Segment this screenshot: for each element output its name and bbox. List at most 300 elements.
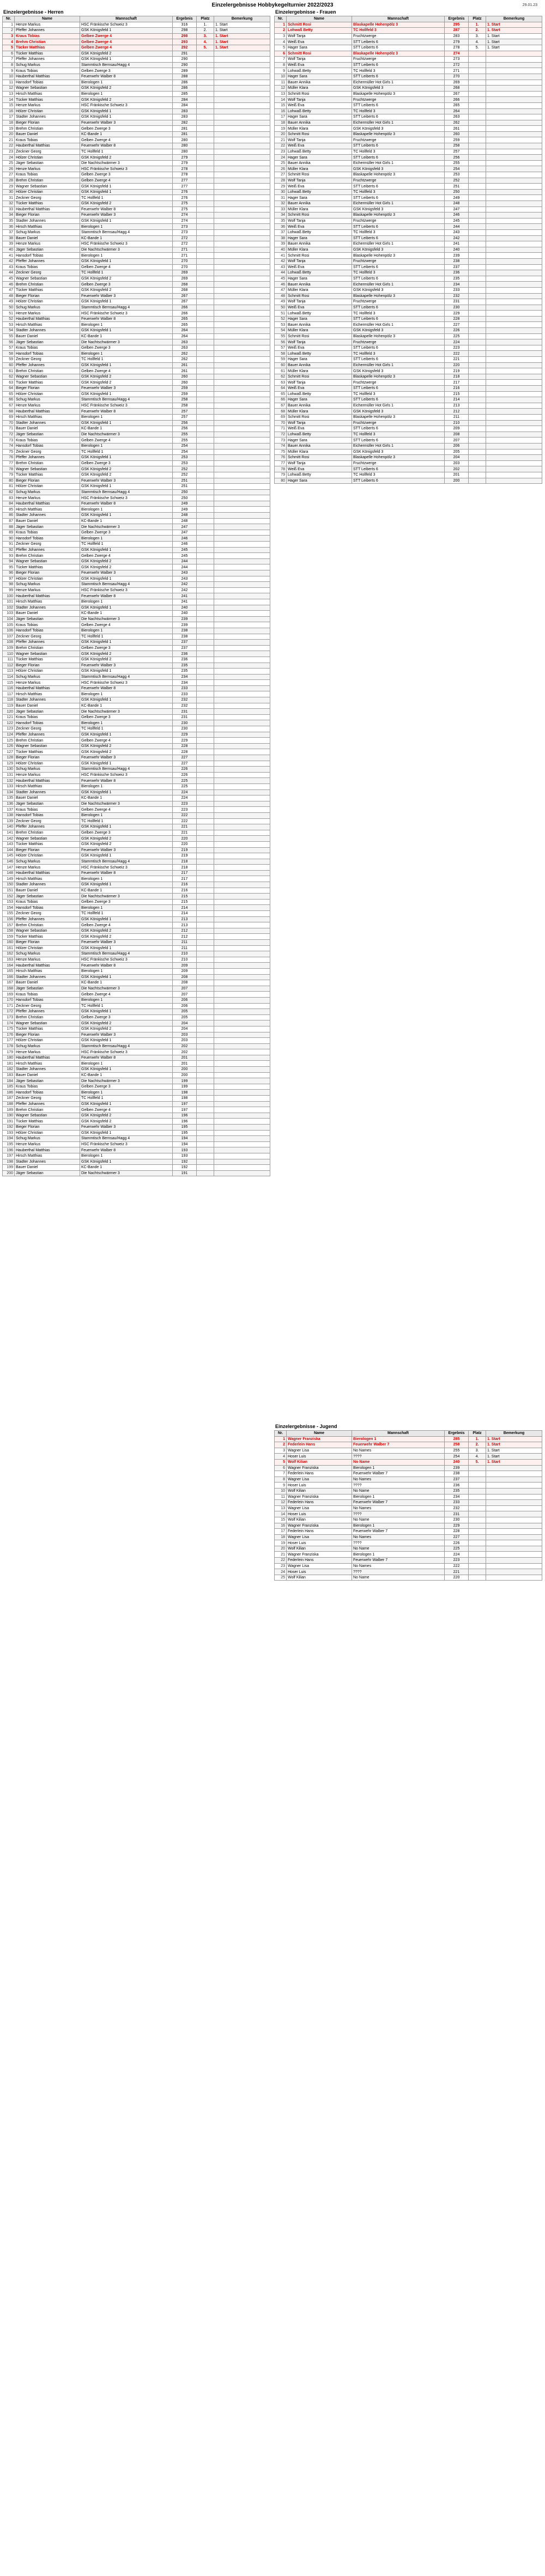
table-row <box>3 155 270 161</box>
cell-name: Hansdorf Tobias <box>15 720 80 726</box>
cell-name: Pfeffer Johannes <box>15 28 80 34</box>
cell-note <box>214 720 270 726</box>
table-row <box>3 1090 270 1096</box>
cell-score: 217 <box>173 870 197 876</box>
cell-rank <box>469 235 486 241</box>
cell-name: Weiß Eva <box>287 62 352 68</box>
cell-nr: 7 <box>3 57 15 63</box>
cell-score: 241 <box>173 599 197 605</box>
cell-rank <box>469 432 486 438</box>
cell-nr: 20 <box>275 1546 287 1552</box>
cell-score: 262 <box>173 351 197 357</box>
table-row <box>3 57 270 63</box>
cell-score: 191 <box>173 1170 197 1176</box>
cell-name: Wagner Lisa <box>287 1448 352 1454</box>
cell-rank <box>197 1096 214 1102</box>
cell-team: GSK Königsfeld 3 <box>352 409 445 415</box>
cell-rank: 4. <box>197 39 214 45</box>
cell-score: 204 <box>173 1026 197 1032</box>
cell-rank <box>197 229 214 235</box>
col-header-rank: Platz <box>469 16 486 22</box>
cell-team: HSC Fränkische Schweiz 3 <box>80 166 173 172</box>
cell-note <box>214 316 270 322</box>
cell-name: Wolf Tanja <box>287 137 352 143</box>
cell-rank <box>197 899 214 905</box>
cell-score: 266 <box>445 97 469 103</box>
cell-name: Zeckner Georg <box>15 449 80 455</box>
table-row <box>3 218 270 224</box>
cell-team: STT Leiberts 6 <box>352 305 445 311</box>
cell-team: TC Hollfeld 1 <box>80 1096 173 1102</box>
cell-nr: 118 <box>3 697 15 703</box>
cell-rank <box>469 1575 486 1581</box>
cell-rank <box>197 968 214 974</box>
cell-team: Bierologen 1 <box>352 1436 445 1442</box>
table-row <box>3 1153 270 1159</box>
cell-nr: 3 <box>3 33 15 39</box>
cell-name: Hoser Luis <box>287 1454 352 1460</box>
cell-score: 219 <box>445 368 469 374</box>
cell-name: Zeckner Georg <box>15 195 80 201</box>
table-row <box>275 414 542 420</box>
cell-team: Gelben Zwerge 3 <box>80 899 173 905</box>
cell-nr: 8 <box>275 62 287 68</box>
cell-team: Bierologen 1 <box>80 536 173 542</box>
cell-name: Stadter Johannes <box>15 882 80 888</box>
cell-team: STT Leiberts 6 <box>352 276 445 282</box>
cell-rank <box>469 264 486 270</box>
cell-nr: 60 <box>3 362 15 368</box>
cell-rank <box>197 403 214 409</box>
cell-nr: 200 <box>3 1170 15 1176</box>
cell-team: GSK Königsfeld 3 <box>352 126 445 132</box>
table-row <box>3 616 270 622</box>
cell-score: 201 <box>173 1061 197 1067</box>
cell-team: GSK Königsfeld 2 <box>80 86 173 92</box>
cell-nr: 24 <box>3 155 15 161</box>
cell-rank <box>469 305 486 311</box>
cell-note <box>214 894 270 900</box>
table-row <box>275 386 542 392</box>
cell-note <box>214 818 270 824</box>
cell-note <box>214 206 270 212</box>
table-row <box>3 691 270 697</box>
table-row <box>3 587 270 593</box>
cell-team: HSC Fränkische Schweiz 3 <box>80 241 173 247</box>
cell-note <box>486 224 542 230</box>
cell-note <box>214 391 270 397</box>
cell-team: Bierologen 1 <box>80 224 173 230</box>
cell-note <box>214 1119 270 1125</box>
cell-score: 276 <box>173 189 197 195</box>
cell-team: Feuerwehr Walber 7 <box>352 1500 445 1506</box>
cell-note <box>214 264 270 270</box>
cell-score: 226 <box>445 328 469 334</box>
table-row <box>3 911 270 917</box>
table-row <box>3 645 270 651</box>
cell-note <box>214 299 270 305</box>
cell-rank <box>469 91 486 97</box>
cell-nr: 58 <box>3 351 15 357</box>
cell-rank <box>197 513 214 519</box>
cell-team: Bierologen 1 <box>80 691 173 697</box>
cell-name: Hirsch Matthias <box>15 1061 80 1067</box>
table-header-row <box>275 16 542 22</box>
cell-rank <box>469 333 486 339</box>
cell-team: Stammtisch Bernsau/Hagg 4 <box>80 951 173 957</box>
cell-note <box>214 311 270 317</box>
cell-team: STT Leiberts 6 <box>352 466 445 472</box>
cell-team: Feuerwehr Walber 8 <box>80 409 173 415</box>
cell-rank <box>197 743 214 749</box>
cell-score: 253 <box>445 172 469 178</box>
cell-score: 212 <box>173 928 197 934</box>
cell-team: GSK Königsfeld 1 <box>80 420 173 426</box>
cell-team: STT Leiberts 6 <box>352 478 445 484</box>
cell-team: HSC Fränkische Schweiz 3 <box>80 1049 173 1055</box>
cell-note <box>214 131 270 137</box>
table-row <box>3 899 270 905</box>
cell-note <box>214 1026 270 1032</box>
cell-note <box>214 62 270 68</box>
cell-team: GSK Königsfeld 2 <box>80 1113 173 1119</box>
cell-score: 257 <box>173 409 197 415</box>
cell-note <box>214 795 270 801</box>
cell-nr: 17 <box>3 114 15 120</box>
cell-rank <box>197 542 214 548</box>
cell-note <box>486 108 542 114</box>
cell-score: 281 <box>173 131 197 137</box>
cell-nr: 27 <box>275 172 287 178</box>
cell-rank <box>469 316 486 322</box>
cell-score: 211 <box>173 940 197 946</box>
cell-rank <box>469 357 486 363</box>
cell-nr: 177 <box>3 1038 15 1044</box>
cell-team: GSK Königsfeld 3 <box>352 206 445 212</box>
cell-note <box>486 339 542 345</box>
cell-note <box>486 305 542 311</box>
cell-rank <box>197 339 214 345</box>
cell-note <box>214 484 270 490</box>
cell-nr: 7 <box>275 1471 287 1477</box>
table-row <box>3 305 270 311</box>
cell-nr: 19 <box>275 1540 287 1546</box>
cell-note <box>214 536 270 542</box>
cell-rank <box>469 137 486 143</box>
cell-rank: 2. <box>469 1442 486 1448</box>
cell-rank <box>197 634 214 640</box>
cell-rank <box>469 345 486 351</box>
cell-score: 265 <box>173 316 197 322</box>
cell-rank <box>469 1488 486 1494</box>
cell-name: Hauberthal Matthias <box>15 74 80 80</box>
cell-nr: 11 <box>3 80 15 86</box>
cell-rank <box>197 772 214 778</box>
cell-nr: 6 <box>3 51 15 57</box>
cell-rank <box>469 397 486 403</box>
cell-rank <box>197 1141 214 1147</box>
table-row <box>275 466 542 472</box>
cell-note <box>214 767 270 773</box>
cell-note <box>214 801 270 807</box>
cell-name: Wagner Sebastian <box>15 184 80 190</box>
cell-rank <box>469 443 486 449</box>
cell-rank <box>197 865 214 871</box>
cell-name: Hölzer Christian <box>15 299 80 305</box>
cell-name: Weiß Eva <box>287 466 352 472</box>
cell-note <box>214 362 270 368</box>
table-row <box>3 28 270 34</box>
cell-rank <box>197 1038 214 1044</box>
cell-nr: 131 <box>3 772 15 778</box>
cell-score: 273 <box>445 57 469 63</box>
cell-team: Stammtisch Bernsau/Hagg 4 <box>80 1136 173 1142</box>
cell-team: Feuerwehr Walber 8 <box>80 593 173 599</box>
cell-team: GSK Königsfeld 2 <box>80 558 173 564</box>
cell-name: Hager Sara <box>287 235 352 241</box>
cell-name: Tücker Matthias <box>15 97 80 103</box>
cell-nr: 57 <box>275 345 287 351</box>
cell-note <box>214 749 270 755</box>
cell-note <box>486 391 542 397</box>
cell-rank <box>469 409 486 415</box>
cell-rank <box>197 189 214 195</box>
cell-note <box>214 380 270 386</box>
cell-rank <box>469 270 486 276</box>
cell-nr: 57 <box>3 345 15 351</box>
table-row <box>275 264 542 270</box>
table-row <box>3 316 270 322</box>
cell-name: Henze Markus <box>15 1141 80 1147</box>
cell-nr: 34 <box>3 212 15 218</box>
table-row <box>3 1032 270 1038</box>
cell-team: TC Hollfeld 1 <box>80 195 173 201</box>
cell-name: Henze Markus <box>15 865 80 871</box>
cell-rank <box>197 726 214 732</box>
cell-name: Hager Sara <box>287 316 352 322</box>
cell-nr: 65 <box>3 391 15 397</box>
cell-score: 273 <box>173 224 197 230</box>
cell-nr: 25 <box>275 1575 287 1581</box>
cell-note: 1. Start <box>486 33 542 39</box>
cell-rank <box>197 478 214 484</box>
cell-rank <box>197 102 214 108</box>
cell-score: 236 <box>445 1483 469 1489</box>
cell-rank <box>197 1159 214 1165</box>
cell-nr: 21 <box>275 1552 287 1558</box>
table-row <box>3 1038 270 1044</box>
cell-nr: 127 <box>3 749 15 755</box>
cell-note <box>214 80 270 86</box>
cell-nr: 13 <box>275 1505 287 1511</box>
cell-name: Schug Markus <box>15 951 80 957</box>
cell-nr: 61 <box>3 368 15 374</box>
cell-rank <box>197 795 214 801</box>
cell-note <box>486 1471 542 1477</box>
cell-rank <box>197 697 214 703</box>
cell-note <box>214 1165 270 1171</box>
cell-score: 214 <box>173 911 197 917</box>
cell-note <box>486 1558 542 1564</box>
table-row <box>3 120 270 126</box>
cell-team: TC Hollfeld 1 <box>80 1003 173 1009</box>
table-row <box>275 438 542 443</box>
cell-name: Bauer Daniel <box>15 888 80 894</box>
cell-note <box>214 709 270 715</box>
cell-nr: 179 <box>3 1049 15 1055</box>
cell-nr: 135 <box>3 795 15 801</box>
table-row <box>3 455 270 461</box>
cell-team: Gelben Zwerge 3 <box>80 1014 173 1020</box>
cell-score: 193 <box>173 1153 197 1159</box>
cell-rank <box>197 270 214 276</box>
cell-name: Müller Klara <box>287 166 352 172</box>
cell-team: Stammtisch Bernsau/Hagg 4 <box>80 62 173 68</box>
cell-rank <box>197 524 214 530</box>
cell-nr: 87 <box>3 518 15 524</box>
table-row <box>3 657 270 663</box>
cell-note <box>214 287 270 293</box>
cell-score: 197 <box>173 1101 197 1107</box>
cell-rank <box>197 409 214 415</box>
cell-name: Schug Markus <box>15 305 80 311</box>
cell-score: 289 <box>173 68 197 74</box>
cell-note <box>214 876 270 882</box>
cell-score: 221 <box>445 1569 469 1575</box>
cell-rank <box>469 311 486 317</box>
cell-score: 204 <box>173 1020 197 1026</box>
cell-score: 283 <box>445 33 469 39</box>
cell-rank <box>197 570 214 576</box>
cell-note <box>486 201 542 207</box>
table-row <box>3 940 270 946</box>
cell-note <box>486 1477 542 1483</box>
table-row <box>275 1465 542 1471</box>
cell-rank <box>197 438 214 443</box>
cell-score: 266 <box>173 305 197 311</box>
cell-nr: 1 <box>3 22 15 28</box>
cell-nr: 75 <box>3 449 15 455</box>
cell-note <box>214 460 270 466</box>
cell-note <box>214 518 270 524</box>
cell-team: HSC Fränkische Schweiz 3 <box>80 403 173 409</box>
table-row <box>3 68 270 74</box>
cell-nr: 46 <box>3 282 15 288</box>
cell-score: 243 <box>173 570 197 576</box>
cell-name: Schug Markus <box>15 674 80 680</box>
table-row <box>275 22 542 28</box>
cell-team: GSK Königsfeld 2 <box>80 276 173 282</box>
table-row <box>3 33 270 39</box>
cell-team: GSK Königsfeld 1 <box>80 484 173 490</box>
cell-nr: 153 <box>3 899 15 905</box>
cell-score: 271 <box>173 253 197 259</box>
cell-score: 217 <box>445 380 469 386</box>
cell-rank: 3. <box>469 1448 486 1454</box>
cell-score: 270 <box>173 264 197 270</box>
cell-note <box>214 651 270 657</box>
table-row <box>3 755 270 761</box>
cell-note <box>486 172 542 178</box>
cell-nr: 141 <box>3 830 15 836</box>
table-row <box>275 333 542 339</box>
cell-name: Wolf Tanja <box>287 460 352 466</box>
table-row <box>3 530 270 536</box>
cell-team: Bierologen 1 <box>80 443 173 449</box>
cell-score: 215 <box>445 391 469 397</box>
table-row <box>275 1454 542 1460</box>
cell-note <box>486 195 542 201</box>
cell-score: 225 <box>173 783 197 789</box>
cell-name: Kraus Tobias <box>15 438 80 443</box>
cell-note <box>214 1043 270 1049</box>
table-row <box>275 45 542 51</box>
cell-nr: 12 <box>3 86 15 92</box>
cell-score: 199 <box>173 1084 197 1090</box>
cell-score: 236 <box>173 651 197 657</box>
table-row <box>275 131 542 137</box>
cell-team: Feuerwehr Walber 8 <box>80 1147 173 1153</box>
cell-score: 194 <box>173 1136 197 1142</box>
cell-note <box>486 212 542 218</box>
cell-score: 270 <box>445 74 469 80</box>
cell-team: No Names <box>352 1448 445 1454</box>
cell-nr: 102 <box>3 605 15 611</box>
cell-rank <box>197 166 214 172</box>
cell-name: Bieger Florian <box>15 847 80 853</box>
cell-nr: 125 <box>3 738 15 744</box>
cell-note <box>214 542 270 548</box>
cell-note <box>214 328 270 334</box>
cell-score: 224 <box>173 789 197 795</box>
cell-note <box>486 166 542 172</box>
cell-nr: 72 <box>275 432 287 438</box>
cell-nr: 198 <box>3 1159 15 1165</box>
cell-note <box>486 264 542 270</box>
cell-nr: 7 <box>275 57 287 63</box>
cell-nr: 120 <box>3 709 15 715</box>
cell-score: 267 <box>173 299 197 305</box>
table-row <box>3 888 270 894</box>
cell-note <box>214 789 270 795</box>
cell-note <box>214 478 270 484</box>
cell-note <box>214 1107 270 1113</box>
table-row <box>275 184 542 190</box>
cell-score: 195 <box>173 1130 197 1136</box>
table-row <box>3 184 270 190</box>
cell-note <box>486 247 542 253</box>
cell-nr: 4 <box>275 39 287 45</box>
table-row <box>275 409 542 415</box>
cell-note <box>214 68 270 74</box>
cell-name: Kraus Tobias <box>15 807 80 813</box>
cell-rank <box>197 120 214 126</box>
cell-rank <box>469 1465 486 1471</box>
cell-name: Hölzer Christian <box>15 108 80 114</box>
table-row <box>275 1477 542 1483</box>
cell-note <box>486 1494 542 1500</box>
cell-team: GSK Königsfeld 2 <box>80 928 173 934</box>
cell-note <box>486 455 542 461</box>
cell-team: STT Leiberts 6 <box>352 143 445 149</box>
cell-note <box>214 836 270 842</box>
cell-score: 259 <box>445 137 469 143</box>
cell-name: Bieger Florian <box>15 570 80 576</box>
cell-nr: 32 <box>3 201 15 207</box>
cell-name: Hager Sara <box>287 195 352 201</box>
cell-rank <box>197 922 214 928</box>
table-row <box>3 80 270 86</box>
